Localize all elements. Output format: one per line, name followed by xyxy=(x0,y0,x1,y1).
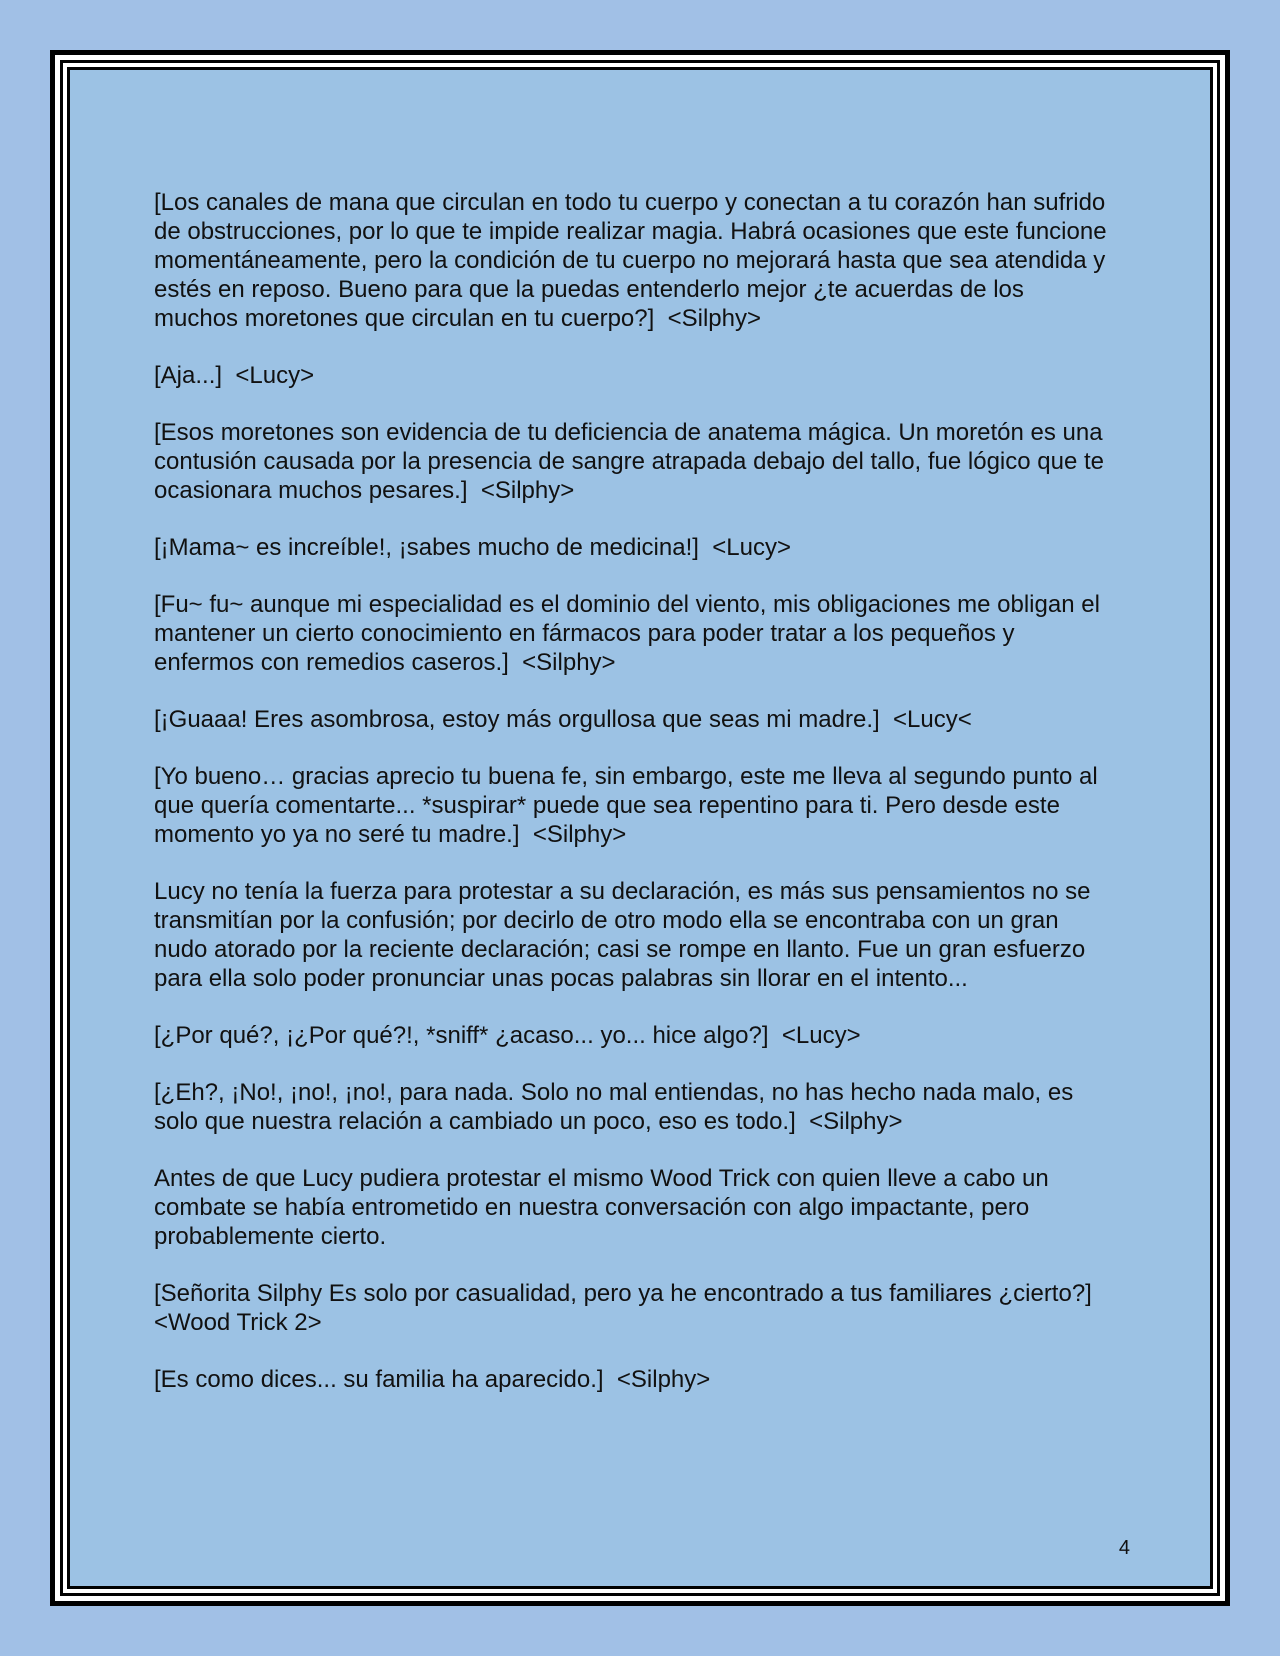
page-number: 4 xyxy=(1118,1537,1130,1559)
page-border-middle xyxy=(60,60,1220,1596)
paragraph-12: [Señorita Silphy Es solo por casualidad, pero ya he encontrado a tus familiares ¿cierto?] <Wood Trick 2> xyxy=(154,1280,1099,1336)
paragraph-5: [Fu~ fu~ aunque mi especialidad es el dominio del viento, mis obligaciones me obligan el mantener un cierto conocimiento en fármacos para poder tratar a los pequeños y enfermos con remedios caseros.] <Silphy> xyxy=(154,591,1107,676)
paragraph-6: [¡Guaaa! Eres asombrosa, estoy más orgullosa que seas mi madre.] <Lucy< xyxy=(154,706,972,733)
page-border-outer xyxy=(50,50,1230,1606)
paragraph-2: [Aja...] <Lucy> xyxy=(154,362,315,389)
paragraph-13: [Es como dices... su familia ha aparecido.] <Silphy> xyxy=(154,1366,711,1393)
paragraph-10: [¿Eh?, ¡No!, ¡no!, ¡no!, para nada. Solo no mal entiendas, no has hecho nada malo, es solo que nuestra relación a cambiado un poco, eso es todo.] <Silphy> xyxy=(154,1079,1080,1135)
paragraph-1: [Los canales de mana que circulan en todo tu cuerpo y conectan a tu corazón han sufrido de obstrucciones, por lo que te impide realizar magia. Habrá ocasiones que este funcione momentáneamente, pero la condición de tu cuerpo no mejorará hasta que sea atendida y estés en reposo. Bueno para que la puedas entenderlo mejor ¿te acuerdas de los muchos moretones que circulan en tu cuerpo?] <Silphy> xyxy=(154,189,1114,332)
paragraph-4: [¡Mama~ es increíble!, ¡sabes mucho de medicina!] <Lucy> xyxy=(154,534,791,561)
page-content-area xyxy=(67,67,1213,1589)
paragraph-7: [Yo bueno… gracias aprecio tu buena fe, sin embargo, este me lleva al segundo punto al que quería comentarte... *suspirar* puede que sea repentino para ti. Pero desde este momento yo ya no seré tu madre.] <Silphy> xyxy=(154,763,1105,848)
paragraph-3: [Esos moretones son evidencia de tu deficiencia de anatema mágica. Un moretón es una contusión causada por la presencia de sangre atrapada debajo del tallo, fue lógico que te ocasionara muchos pesares.] <Silphy> xyxy=(154,419,1111,504)
text-body xyxy=(154,188,1114,1422)
paragraph-8: Lucy no tenía la fuerza para protestar a su declaración, es más sus pensamientos no se transmitían por la confusión; por decirlo de otro modo ella se encontraba con un gran nudo atorado por la reciente declaración; casi se rompe en llanto. Fue un gran esfuerzo para ella solo poder pronunciar unas pocas palabras sin llorar en el intento... xyxy=(154,878,1098,992)
paragraph-9: [¿Por qué?, ¡¿Por qué?!, *sniff* ¿acaso... yo... hice algo?] <Lucy> xyxy=(154,1022,861,1049)
paragraph-11: Antes de que Lucy pudiera protestar el mismo Wood Trick con quien lleve a cabo un combate se había entrometido en nuestra conversación con algo impactante, pero probablemente cierto. xyxy=(154,1165,1056,1250)
